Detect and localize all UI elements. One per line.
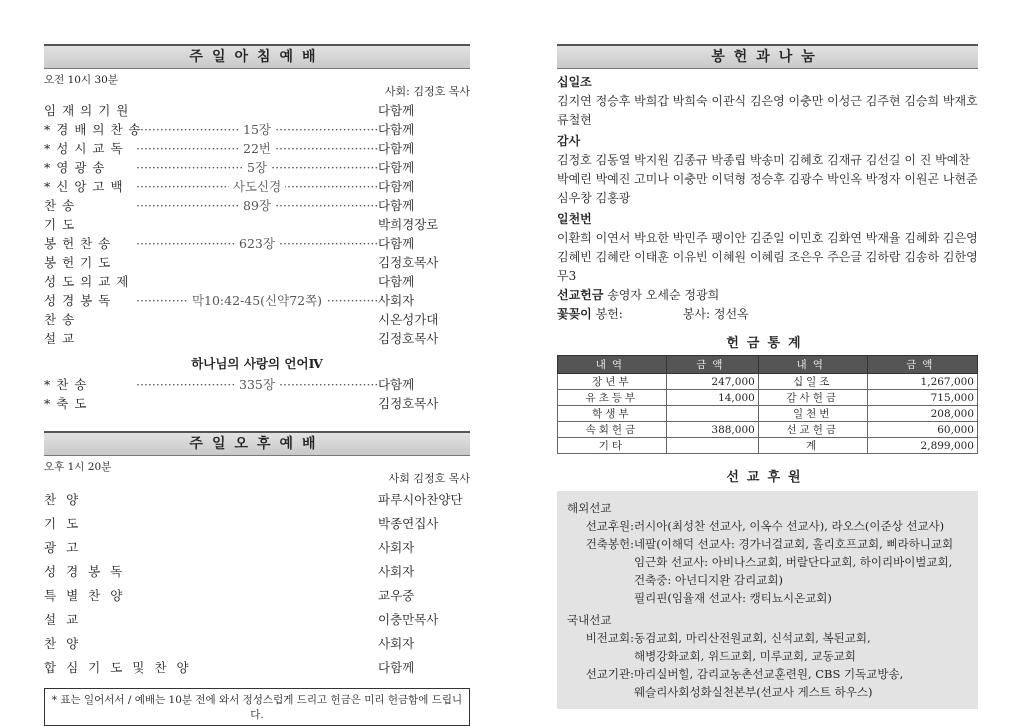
stats-cell: 선교헌금 (758, 422, 867, 438)
order-leader: 다함께 (378, 122, 415, 137)
order-row (44, 253, 470, 272)
stats-cell: 감사헌금 (758, 390, 867, 406)
order-label: *축도 (44, 396, 93, 411)
order-label: 찬양 (44, 636, 89, 651)
stats-cell: 학생부 (558, 406, 667, 422)
stats-cell: 1,267,000 (867, 374, 977, 390)
order-row (44, 101, 470, 120)
mission-offering-names: 송영자 오세순 정광희 (607, 288, 720, 302)
onethousand-label: 일천번 (557, 212, 592, 226)
order-row (44, 196, 470, 215)
o2-label: 건축봉헌: (585, 537, 634, 551)
order-row (44, 394, 470, 413)
stats-cell (666, 438, 758, 454)
order-label: 성경봉독 (44, 293, 117, 308)
d1-label: 비전교회: (585, 631, 634, 645)
order-detail: 막10:42-45(신약72쪽) (188, 293, 326, 308)
missions-title: 선교후원 (726, 470, 809, 485)
order-row (44, 329, 470, 348)
order-leader: 다함께 (378, 274, 415, 289)
order-leader: 사회자 (378, 540, 415, 555)
order-row (44, 177, 470, 196)
order-label: 합심기도및찬양 (44, 660, 199, 675)
stats-cell: 유초등부 (558, 390, 667, 406)
flower-service: 봉사: 정선옥 (682, 307, 749, 321)
order-label: *찬송 (44, 377, 93, 392)
order-detail: 335장 (235, 377, 279, 392)
order-dots (136, 196, 378, 215)
order-detail: 15장 (239, 122, 275, 137)
morning-order-list-2 (44, 375, 470, 413)
order-dots (136, 177, 378, 196)
stats-row (558, 406, 978, 422)
sermon-title: 하나님의 사랑의 언어Ⅳ (191, 356, 323, 371)
order-row (44, 512, 470, 536)
stats-header: 금액 (867, 356, 977, 374)
order-leader: 시온성가대 (378, 312, 439, 327)
text-line: 동검교회, 마리산전원교회, 신석교회, 복된교회, (634, 631, 871, 645)
order-dots (136, 375, 378, 394)
text-line: 네팔(이해덕 선교사: 경가너걸교회, 홀리호프교회, 삐라하니교회 (634, 537, 954, 551)
stats-cell: 14,000 (666, 390, 758, 406)
left-column (44, 44, 470, 726)
mission-offering-label: 선교헌금 (557, 288, 604, 302)
order-label: 찬송 (44, 312, 81, 327)
flower-label: 꽃꽂이 (557, 307, 592, 321)
order-row (44, 536, 470, 560)
order-detail: 5장 (243, 160, 271, 175)
stats-row (558, 390, 978, 406)
order-leader: 박희경장로 (378, 217, 439, 232)
order-label: 성도의교제 (44, 274, 135, 289)
order-dots (136, 234, 378, 253)
stats-cell: 388,000 (666, 422, 758, 438)
text-line: 마리실버힐, 감리교농촌선교훈련원, CBS 기독교방송, (634, 667, 904, 681)
stats-cell: 60,000 (867, 422, 977, 438)
order-row (44, 560, 470, 584)
order-row (44, 291, 470, 310)
offering-stats-table (557, 355, 978, 454)
order-label: 임재의기원 (44, 103, 135, 118)
afternoon-presider: 사회 김정호 목사 (388, 472, 470, 485)
stats-row (558, 374, 978, 390)
order-row (44, 272, 470, 291)
order-label: 봉헌찬송 (44, 236, 117, 251)
stats-cell: 208,000 (867, 406, 977, 422)
afternoon-time: 오후 1시 20분 (44, 461, 112, 473)
order-detail: 623장 (235, 236, 279, 251)
order-detail: 89장 (239, 198, 275, 213)
order-dots (136, 120, 378, 139)
stats-cell: 속회헌금 (558, 422, 667, 438)
order-leader: 다함께 (378, 103, 415, 118)
stats-cell: 계 (758, 438, 867, 454)
order-leader: 사회자 (378, 636, 415, 651)
stats-row (558, 422, 978, 438)
order-row (44, 584, 470, 608)
o2-text (634, 535, 968, 607)
footnote: * 표는 일어서서 / 예배는 10분 전에 와서 정성스럽게 드리고 헌금은 미리 헌금함에 드립니다. (44, 688, 470, 726)
order-label: *경배의찬송 (44, 122, 147, 137)
text-line: 해병강화교회, 위드교회, 미루교회, 교동교회 (634, 649, 856, 663)
morning-title: 주일아침예배 (44, 44, 470, 69)
order-leader: 다함께 (378, 377, 415, 392)
order-label: 광고 (44, 540, 89, 555)
order-label: 성경봉독 (44, 564, 133, 579)
order-row (44, 215, 470, 234)
stats-title: 헌금통계 (726, 336, 809, 351)
thanks-label: 감사 (557, 134, 581, 148)
order-leader: 다함께 (378, 179, 415, 194)
order-label: 설교 (44, 612, 89, 627)
stats-cell: 장년부 (558, 374, 667, 390)
tithe-label: 십일조 (557, 75, 592, 89)
order-leader: 박종연집사 (378, 516, 439, 531)
order-dots (136, 158, 378, 177)
order-row (44, 139, 470, 158)
order-leader: 다함께 (378, 198, 415, 213)
d2-label: 선교기관: (585, 667, 634, 681)
order-leader: 다함께 (378, 660, 415, 675)
o1-text: 러시아(최성찬 선교사, 이옥수 선교사), 라오스(이준상 선교사) (634, 519, 945, 533)
stats-cell: 2,899,000 (867, 438, 977, 454)
order-row (44, 158, 470, 177)
stats-header: 금액 (666, 356, 758, 374)
morning-presider: 사회: 김정호 목사 (384, 85, 470, 98)
stats-header: 내역 (558, 356, 667, 374)
thanks-names: 김정호 김동열 박지원 김종규 박종립 박송미 김혜호 김재규 김선길 이 진 박예찬 박예린 박예진 고미나 이충만 이덕형 정승후 김광수 박인옥 박정자 이원곤 나현준 심우창 김홍광 (557, 153, 978, 205)
d1-text (634, 629, 968, 665)
order-leader: 사회자 (378, 564, 415, 579)
afternoon-order-list (44, 488, 470, 680)
order-leader: 다함께 (378, 141, 415, 156)
onethousand-names: 이환희 이연서 박요한 박민주 팽이안 김준일 이민호 김화연 박재율 김혜화 김은영 김혜빈 김혜란 이태훈 이유빈 이혜원 이혜림 조은우 주은글 김하람 김송하 김한영 무3 (557, 231, 978, 283)
order-row (44, 656, 470, 680)
d2-text (634, 665, 968, 701)
stats-cell: 기타 (558, 438, 667, 454)
order-label: 특별찬양 (44, 588, 133, 603)
order-leader: 다함께 (378, 236, 415, 251)
offering-title: 봉헌과나눔 (557, 44, 978, 69)
stats-cell (666, 406, 758, 422)
text-line: 건축중: 아넌디지완 감리교회) (634, 573, 783, 587)
right-column (557, 44, 978, 709)
order-leader: 다함께 (378, 160, 415, 175)
order-row (44, 234, 470, 253)
order-label: 기도 (44, 217, 81, 232)
order-label: 찬송 (44, 198, 81, 213)
order-leader: 교우중 (378, 588, 415, 603)
order-label: 봉헌기도 (44, 255, 117, 270)
order-label: *영광송 (44, 160, 111, 175)
stats-header: 내역 (758, 356, 867, 374)
order-label: 기도 (44, 516, 89, 531)
afternoon-title: 주일오후예배 (44, 431, 470, 456)
o1-label: 선교후원: (585, 519, 634, 533)
order-row (44, 608, 470, 632)
morning-order-list (44, 101, 470, 348)
missions-box (557, 491, 978, 709)
order-row (44, 375, 470, 394)
stats-cell: 247,000 (666, 374, 758, 390)
stats-cell: 십일조 (758, 374, 867, 390)
flower-text: 봉헌: (595, 307, 623, 321)
stats-cell: 일천번 (758, 406, 867, 422)
order-detail: 사도신경 (229, 179, 285, 194)
order-leader: 김정호목사 (378, 396, 439, 411)
order-row (44, 488, 470, 512)
order-leader: 이충만목사 (378, 612, 439, 627)
text-line: 필리핀(임율재 선교사: 캥티뇨시온교회) (634, 591, 832, 605)
order-dots (136, 139, 378, 158)
text-line: 임근화 선교사: 아비나스교회, 버랄단다교회, 하이리바이벌교회, (634, 555, 953, 569)
order-row (44, 632, 470, 656)
text-line: 웨슬리사회성화실천본부(선교사 게스트 하우스) (634, 685, 873, 699)
order-row (44, 120, 470, 139)
order-label: 찬양 (44, 492, 89, 507)
order-leader: 파루시아찬양단 (378, 492, 463, 507)
stats-row (558, 438, 978, 454)
order-label: *신앙고백 (44, 179, 129, 194)
order-label: *성시교독 (44, 141, 129, 156)
order-dots (136, 291, 378, 310)
order-row (44, 310, 470, 329)
tithe-names: 김지연 정승후 박희갑 박희숙 이관식 김은영 이충만 이성근 김주현 김승희 박재호 류철현 (557, 94, 978, 127)
order-detail: 22번 (239, 141, 275, 156)
domestic-label: 국내선교 (567, 613, 612, 627)
morning-time: 오전 10시 30분 (44, 74, 118, 86)
order-leader: 김정호목사 (378, 255, 439, 270)
order-leader: 김정호목사 (378, 331, 439, 346)
order-leader: 사회자 (378, 293, 415, 308)
stats-cell: 715,000 (867, 390, 977, 406)
order-label: 설교 (44, 331, 81, 346)
overseas-label: 해외선교 (567, 501, 612, 515)
